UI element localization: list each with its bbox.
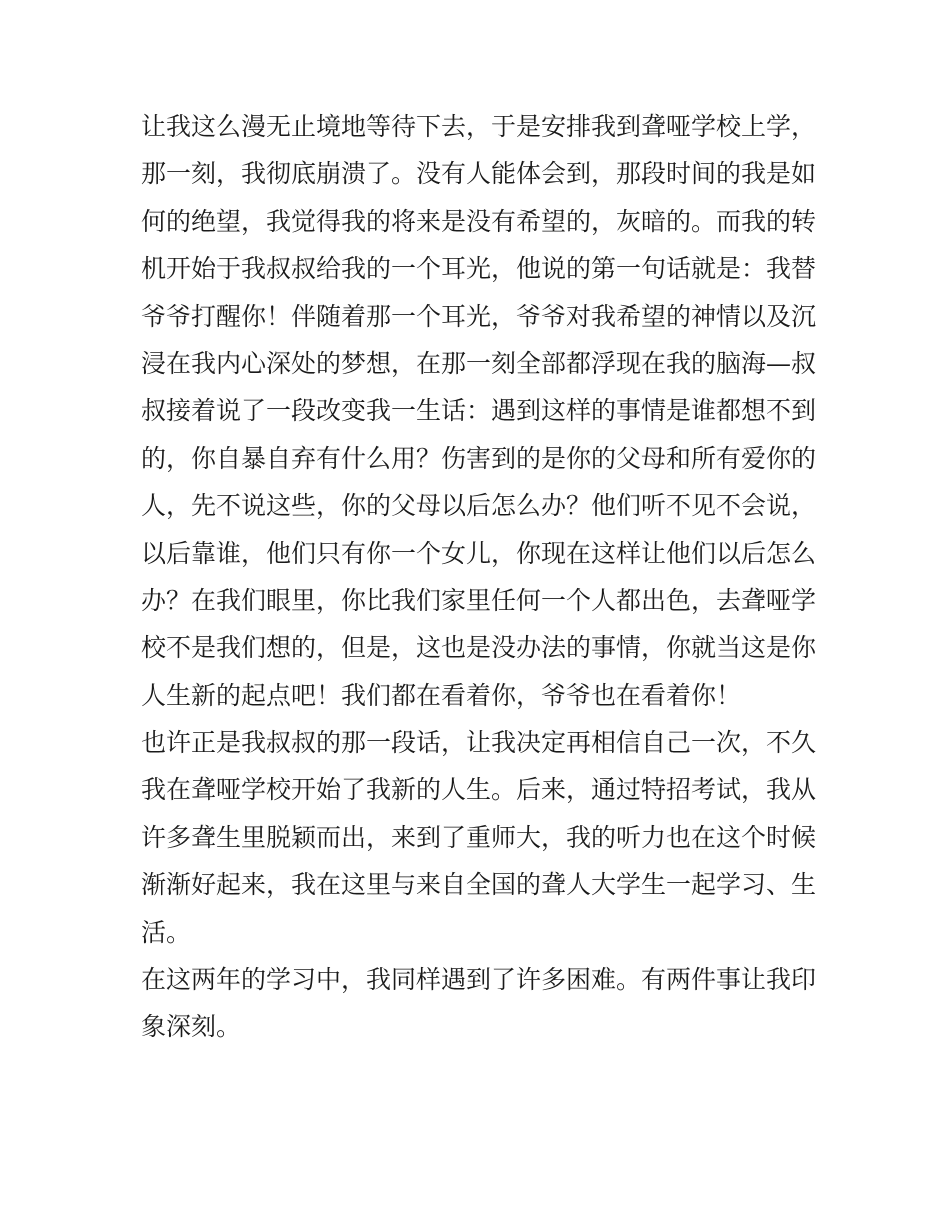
- text-line: 办？在我们眼里，你比我们家里任何一个人都出色，去聋哑学: [141, 585, 817, 615]
- text-line: 以后靠谁，他们只有你一个女儿，你现在这样让他们以后怎么: [141, 538, 817, 568]
- text-line: 人生新的起点吧！我们都在看着你，爷爷也在看着你！: [141, 680, 742, 710]
- text-line: 爷爷打醒你！伴随着那一个耳光，爷爷对我希望的神情以及沉: [141, 301, 817, 331]
- text-line: 浸在我内心深处的梦想，在那一刻全部都浮现在我的脑海—叔: [141, 348, 817, 378]
- text-line: 的，你自暴自弃有什么用？伤害到的是你的父母和所有爱你的: [141, 443, 817, 473]
- text-line: 校不是我们想的，但是，这也是没办法的事情，你就当这是你: [141, 633, 817, 663]
- text-line: 象深刻。: [141, 1012, 242, 1042]
- text-line: 渐渐好起来，我在这里与来自全国的聋人大学生一起学习、生: [141, 870, 817, 900]
- text-line: 许多聋生里脱颖而出，来到了重师大，我的听力也在这个时候: [141, 822, 817, 852]
- text-line: 机开始于我叔叔给我的一个耳光，他说的第一句话就是：我替: [141, 254, 817, 284]
- text-line: 活。: [141, 917, 192, 947]
- text-line: 在这两年的学习中，我同样遇到了许多困难。有两件事让我印: [141, 965, 817, 995]
- text-line: 让我这么漫无止境地等待下去，于是安排我到聋哑学校上学，: [141, 112, 817, 141]
- text-line: 人，先不说这些，你的父母以后怎么办？他们听不见不会说，: [141, 491, 817, 521]
- text-line: 也许正是我叔叔的那一段话，让我决定再相信自己一次，不久: [141, 728, 817, 758]
- text-line: 那一刻，我彻底崩溃了。没有人能体会到，那段时间的我是如: [141, 159, 817, 189]
- body-text: [141, 103, 821, 1051]
- text-line: 叔接着说了一段改变我一生话：遇到这样的事情是谁都想不到: [141, 396, 817, 426]
- text-line: 我在聋哑学校开始了我新的人生。后来，通过特招考试，我从: [141, 775, 817, 805]
- text-line: 何的绝望，我觉得我的将来是没有希望的，灰暗的。而我的转: [141, 206, 817, 236]
